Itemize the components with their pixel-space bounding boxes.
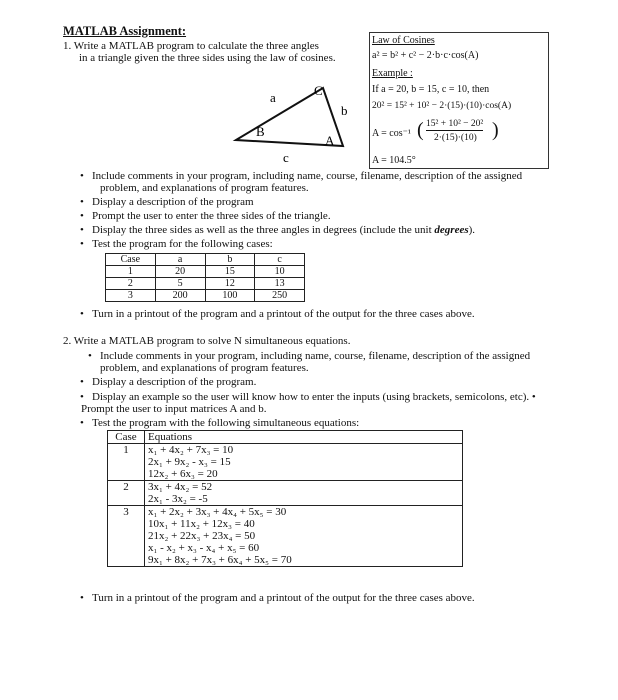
q1-bullet-display: • Display the three sides as well as the three angles in degrees (include the unit degrees). [92, 224, 475, 236]
law-heading: Law of Cosines [372, 35, 435, 46]
table-row [108, 481, 463, 506]
equation: x₁ - x₂ + x₃ - x₄ + x₅ = 60 [148, 542, 260, 554]
cell: 1 [106, 266, 156, 278]
header-c: c [255, 254, 305, 266]
law-given: If a = 20, b = 15, c = 10, then [372, 84, 490, 95]
table-row [108, 506, 463, 567]
q2-line1: 2. Write a MATLAB program to solve N simultaneous equations. [63, 335, 351, 347]
triangle-diagram [228, 78, 368, 168]
q2-bullet-comments: • Include comments in your program, including name, course, filename, description of the assigned [100, 350, 530, 362]
equations-cell [145, 444, 463, 481]
table-row [108, 444, 463, 481]
table-row [106, 278, 305, 290]
q2-bullet-comments-cont: problem, and explanations of program features. [100, 362, 309, 374]
cell: 3 [106, 290, 156, 302]
q1-bullet-turn-in: • Turn in a printout of the program and a printout of the output for the three cases above. [92, 308, 475, 320]
cell: 20 [155, 266, 205, 278]
law-result: A = 104.5° [372, 155, 416, 166]
header-case: Case [108, 431, 145, 444]
cell: 250 [255, 290, 305, 302]
cell: 15 [205, 266, 255, 278]
cell: 100 [205, 290, 255, 302]
q1-bullet-prompt: • Prompt the user to enter the three sides of the triangle. [92, 210, 331, 222]
cell: 13 [255, 278, 305, 290]
equation: 2x₁ + 9x₂ - x₃ = 15 [148, 456, 231, 468]
sides-table [105, 253, 305, 302]
law-numerator: 15² + 10² − 20² [426, 119, 484, 129]
equation: x₁ + 2x₂ + 3x₃ + 4x₄ + 5x₅ = 30 [148, 506, 287, 518]
label-c: c [283, 150, 289, 165]
table-row [106, 290, 305, 302]
case-number: 2 [108, 481, 145, 506]
label-B: B [256, 124, 265, 139]
q2-bullet-example-cont: Prompt the user to input matrices A and b. [81, 403, 267, 415]
equation: 3x₁ + 4x₂ = 52 [148, 481, 213, 493]
law-inverse-lhs: A = cos⁻¹ [372, 128, 411, 139]
cell: 5 [155, 278, 205, 290]
label-a: a [270, 90, 276, 105]
law-denominator: 2·(15)·(10) [434, 133, 477, 143]
header-b: b [205, 254, 255, 266]
case-number: 1 [108, 444, 145, 481]
equation: 21x₂ + 22x₃ + 23x₄ = 50 [148, 530, 256, 542]
label-C: C [314, 83, 323, 98]
open-paren: ( [417, 119, 424, 141]
header-equations: Equations [145, 431, 463, 444]
law-formula: a² = b² + c² − 2·b·c·cos(A) [372, 50, 479, 61]
table-header-row [108, 431, 463, 444]
header-case: Case [106, 254, 156, 266]
close-paren: ) [492, 119, 499, 141]
equations-table [107, 430, 463, 567]
q2-bullet-example: • Display an example so the user will know how to enter the inputs (using brackets, semicolons, etc). • [92, 391, 536, 403]
q2-bullet-turn-in: • Turn in a printout of the program and a printout of the output for the three cases above. [92, 592, 475, 604]
q1-bullet-description: • Display a description of the program [92, 196, 254, 208]
equation: 9x₁ + 8x₂ + 7x₃ + 6x₄ + 5x₅ = 70 [148, 554, 292, 566]
table-header-row [106, 254, 305, 266]
q2-bullet-test: • Test the program with the following simultaneous equations: [92, 417, 359, 429]
equation: 2x₁ - 3x₂ = -5 [148, 493, 208, 505]
equations-cell [145, 481, 463, 506]
law-step: 20² = 15² + 10² − 2·(15)·(10)·cos(A) [372, 101, 512, 111]
assignment-title: MATLAB Assignment: [63, 24, 187, 38]
equations-cell [145, 506, 463, 567]
equation: x₁ + 4x₂ + 7x₃ = 10 [148, 444, 234, 456]
case-number: 3 [108, 506, 145, 567]
label-A: A [325, 133, 335, 148]
cell: 2 [106, 278, 156, 290]
cell: 200 [155, 290, 205, 302]
q1-line2: in a triangle given the three sides using the law of cosines. [79, 52, 336, 64]
q1-bullet-comments: • Include comments in your program, including name, course, filename, description of the assigned [92, 170, 522, 182]
cell: 12 [205, 278, 255, 290]
equation: 12x₂ + 6x₃ = 20 [148, 468, 218, 480]
q1-line1: 1. Write a MATLAB program to calculate the three angles [63, 40, 319, 52]
header-a: a [155, 254, 205, 266]
law-example: Example : [372, 68, 413, 79]
cell: 10 [255, 266, 305, 278]
equation: 10x₁ + 11x₂ + 12x₃ = 40 [148, 518, 255, 530]
table-row [106, 266, 305, 278]
q1-bullet-comments-cont: problem, and explanations of program features. [100, 182, 309, 194]
label-b: b [341, 103, 348, 118]
q2-bullet-description: • Display a description of the program. [92, 376, 256, 388]
q1-bullet-test: • Test the program for the following cases: [92, 238, 273, 250]
